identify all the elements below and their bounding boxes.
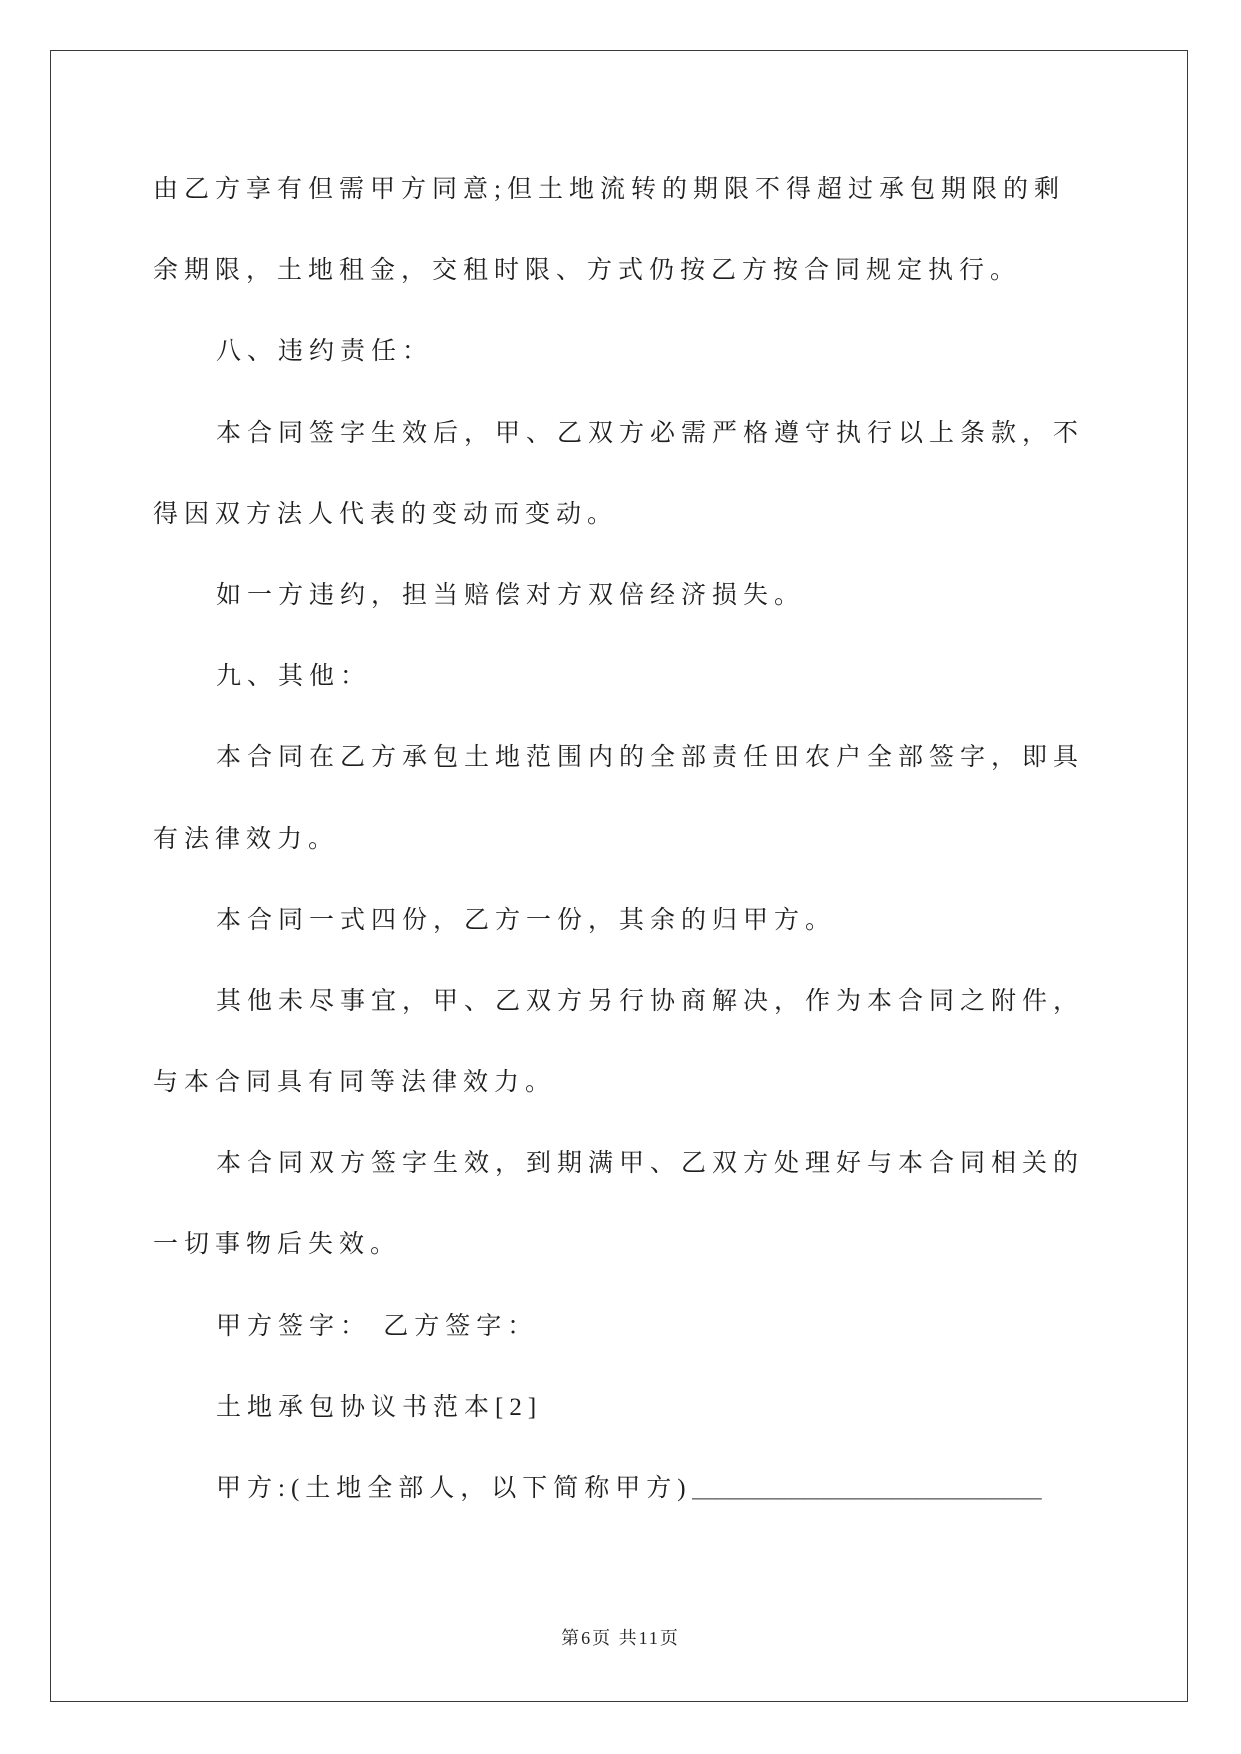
text-line: 本合同一式四份，乙方一份，其余的归甲方。 xyxy=(216,906,837,934)
text-line: 八、违约责任： xyxy=(216,338,434,366)
section-heading xyxy=(153,636,1113,717)
text-line: 有法律效力。 xyxy=(153,825,340,853)
paragraph xyxy=(153,149,1113,311)
text-line: 与本合同具有同等法律效力。 xyxy=(153,1069,557,1097)
paragraph xyxy=(153,880,1113,961)
party-a-line xyxy=(153,1448,1113,1529)
text-line: 如一方违约，担当赔偿对方双倍经济损失。 xyxy=(216,581,806,609)
text-line: 九、其他： xyxy=(216,663,372,691)
text-line: 一切事物后失效。 xyxy=(153,1231,402,1259)
section-heading xyxy=(153,311,1113,392)
party-a-row xyxy=(153,1448,1113,1529)
text-line: 本合同在乙方承包土地范围内的全部责任田农户全部签字，即具 xyxy=(216,744,1085,772)
text-line: 由乙方享有但需甲方同意;但土地流转的期限不得超过承包期限的剩 xyxy=(153,176,1065,203)
document-title xyxy=(153,1367,1113,1448)
text-line: 余期限，土地租金，交租时限、方式仍按乙方按合同规定执行。 xyxy=(153,257,1022,285)
text-line: 本合同双方签字生效，到期满甲、乙双方处理好与本合同相关的 xyxy=(216,1150,1085,1178)
text-line: 得因双方法人代表的变动而变动。 xyxy=(153,500,619,528)
paragraph xyxy=(153,717,1113,879)
document-body xyxy=(153,149,1113,1529)
text-line: 土地承包协议书范本[2] xyxy=(216,1393,543,1421)
text-line: 其他未尽事宜，甲、乙双方另行协商解决，作为本合同之附件， xyxy=(216,987,1085,1015)
text-line: 本合同签字生效后，甲、乙双方必需严格遵守执行以上条款，不 xyxy=(216,419,1085,447)
text-line: 甲方签字： 乙方签字： xyxy=(216,1312,539,1340)
paragraph xyxy=(153,961,1113,1123)
paragraph xyxy=(153,555,1113,636)
paragraph xyxy=(153,1123,1113,1285)
fill-in-blank: ____________________________ xyxy=(691,1475,1042,1502)
paragraph xyxy=(153,393,1113,555)
page-footer: 第6页 共11页 xyxy=(561,1628,680,1648)
party-a-label: 甲方:(土地全部人，以下简称甲方) xyxy=(216,1475,692,1502)
signature-line xyxy=(153,1286,1113,1367)
